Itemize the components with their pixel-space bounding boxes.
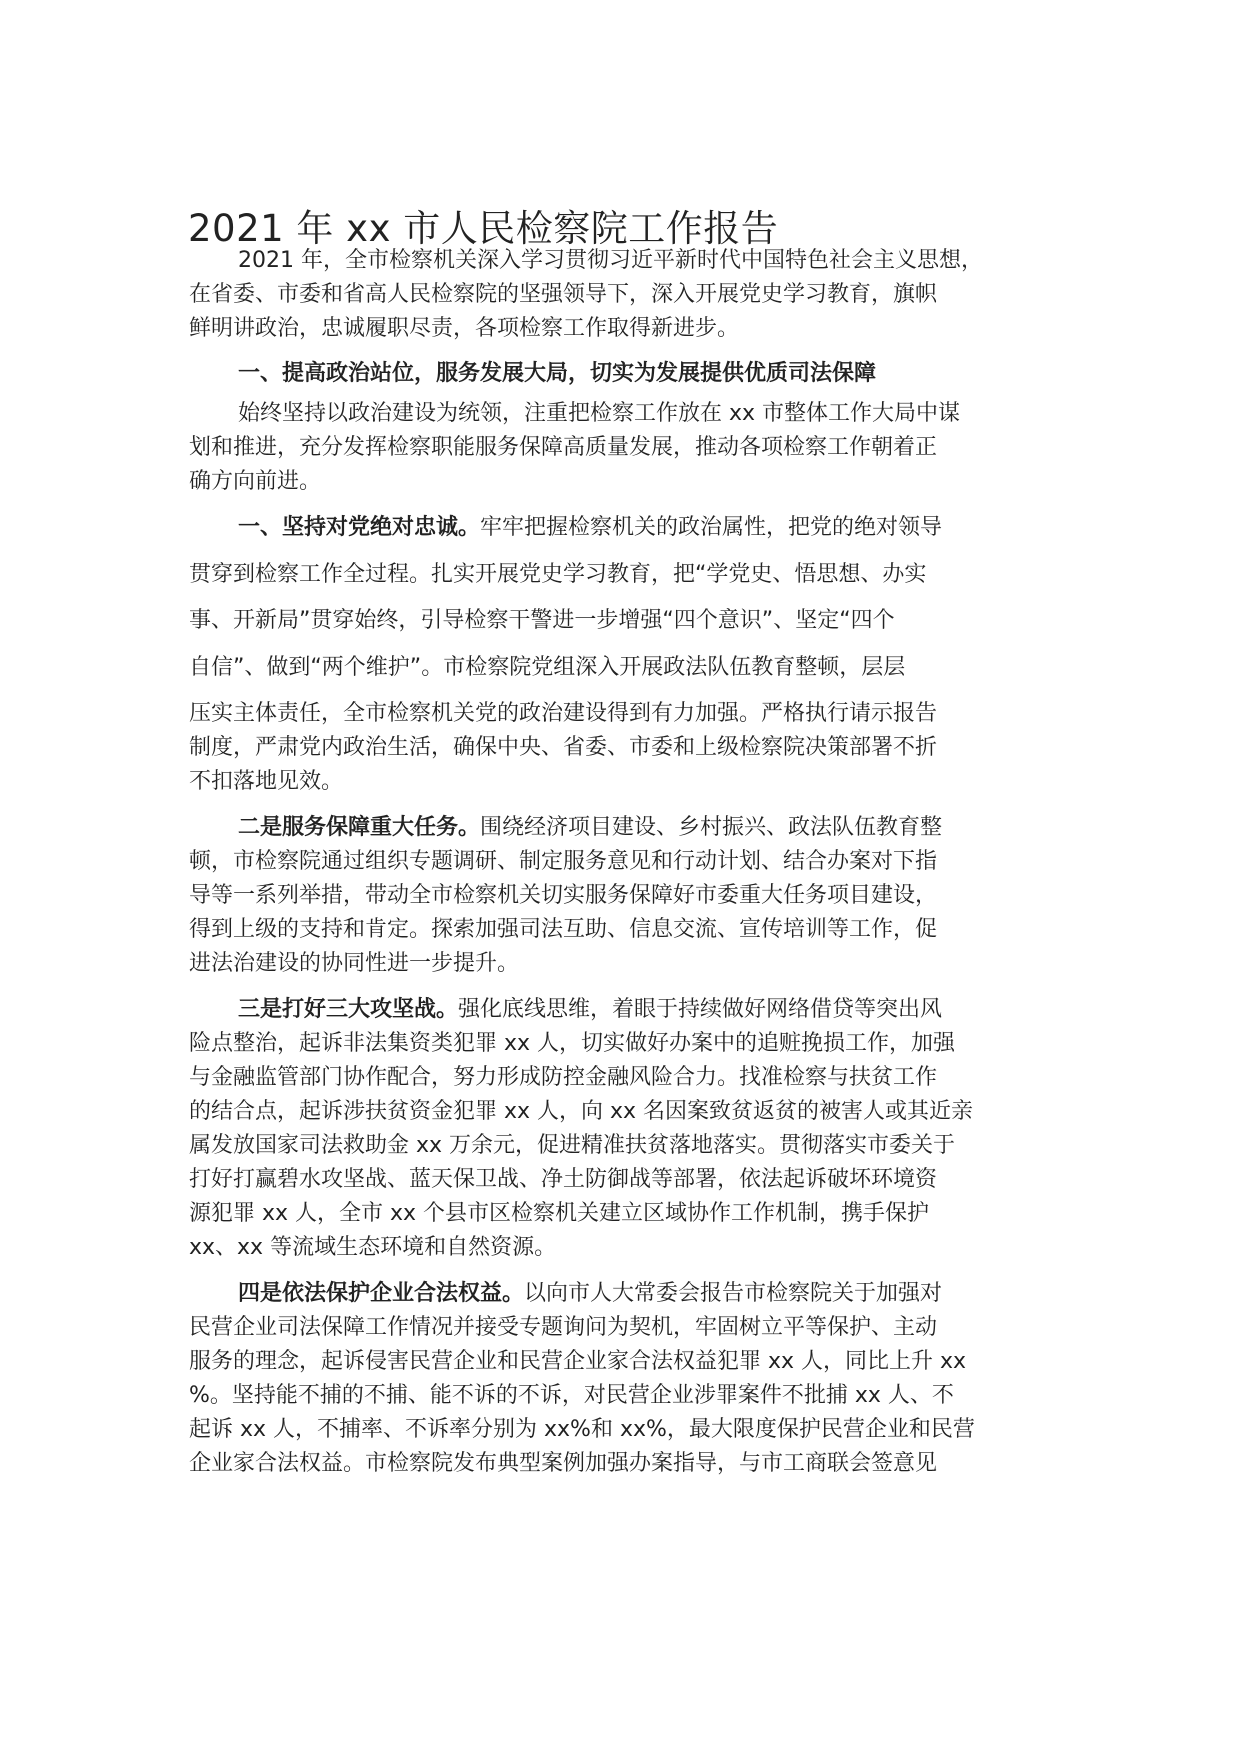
body-line bbox=[189, 430, 937, 466]
body-line bbox=[189, 557, 926, 593]
body-line bbox=[238, 810, 942, 846]
body-line bbox=[189, 1310, 937, 1346]
line-text: 打好打赢碧水攻坚战、蓝天保卫战、净土防御战等部署，依法起诉破坏环境资 bbox=[189, 1167, 938, 1192]
line-text: 属发放国家司法救助金 xx 万余元，促进精准扶贫落地落实。贯彻落实市委关于 bbox=[189, 1133, 956, 1158]
body-line bbox=[238, 356, 876, 392]
body-line bbox=[189, 946, 519, 982]
body-line bbox=[189, 603, 895, 639]
line-text: 2021 年，全市检察机关深入学习贯彻习近平新时代中国特色社会主义思想， bbox=[238, 248, 983, 273]
line-text: 得到上级的支持和肯定。探索加强司法互助、信息交流、宣传培训等工作，促 bbox=[189, 917, 938, 942]
body-line bbox=[189, 1026, 955, 1062]
line-text: 源犯罪 xx 人，全市 xx 个县市区检察机关建立区域协作工作机制，携手保护 bbox=[189, 1201, 930, 1226]
line-text: %。坚持能不捕的不捕、能不诉的不诉，对民营企业涉罪案件不批捕 xx 人、不 bbox=[189, 1383, 954, 1408]
line-text: 的结合点，起诉涉扶贫资金犯罪 xx 人，向 xx 名因案致贫返贫的被害人或其近亲 bbox=[189, 1099, 974, 1124]
line-text: 自信”、做到“两个维护”。市检察院党组深入开展政法队伍教育整顿，层层 bbox=[189, 655, 906, 680]
line-text: 事、开新局”贯穿始终，引导检察干警进一步增强“四个意识”、坚定“四个 bbox=[189, 608, 895, 633]
line-text: 一、提高政治站位，服务发展大局，切实为发展提供优质司法保障 bbox=[238, 361, 877, 386]
line-text: 贯穿到检察工作全过程。扎实开展党史学习教育，把“学党史、悟思想、办实 bbox=[189, 562, 927, 587]
body-line bbox=[189, 464, 321, 500]
body-line bbox=[189, 1094, 973, 1130]
body-line bbox=[189, 1162, 937, 1198]
line-text: 制度，严肃党内政治生活，确保中央、省委、市委和上级检察院决策部署不折 bbox=[189, 735, 938, 760]
line-text: 鲜明讲政治，忠诚履职尽责，各项检察工作取得新进步。 bbox=[189, 316, 740, 341]
body-line bbox=[189, 878, 937, 914]
body-line bbox=[189, 1060, 937, 1096]
line-text: xx、xx 等流域生态环境和自然资源。 bbox=[189, 1235, 557, 1260]
line-text: 顿，市检察院通过组织专题调研、制定服务意见和行动计划、结合办案对下指 bbox=[189, 849, 938, 874]
line-text: 不扣落地见效。 bbox=[189, 769, 344, 794]
line-text: 围绕经济项目建设、乡村振兴、政法队伍教育整 bbox=[480, 815, 943, 840]
body-line bbox=[189, 1196, 929, 1232]
body-line bbox=[189, 1230, 556, 1266]
line-text: 以向市人大常委会报告市检察院关于加强对 bbox=[524, 1281, 943, 1306]
line-text: 划和推进，充分发挥检察职能服务保障高质量发展，推动各项检察工作朝着正 bbox=[189, 435, 938, 460]
paragraph-lead: 四是依法保护企业合法权益。 bbox=[238, 1281, 525, 1306]
body-line bbox=[189, 311, 739, 347]
body-line bbox=[189, 1128, 955, 1164]
body-line bbox=[238, 1276, 942, 1312]
line-text: 与金融监管部门协作配合，努力形成防控金融风险合力。找准检察与扶贫工作 bbox=[189, 1065, 938, 1090]
body-line bbox=[189, 696, 937, 732]
body-line bbox=[189, 912, 937, 948]
body-line bbox=[238, 992, 942, 1028]
line-text: 强化底线思维，着眼于持续做好网络借贷等突出风 bbox=[458, 997, 943, 1022]
body-line bbox=[189, 277, 937, 313]
line-text: 始终坚持以政治建设为统领，注重把检察工作放在 xx 市整体工作大局中谋 bbox=[238, 401, 961, 426]
body-line bbox=[238, 510, 942, 546]
line-text: 服务的理念，起诉侵害民营企业和民营企业家合法权益犯罪 xx 人，同比上升 xx bbox=[189, 1349, 967, 1374]
line-text: 压实主体责任，全市检察机关党的政治建设得到有力加强。严格执行请示报告 bbox=[189, 701, 938, 726]
line-text: 确方向前进。 bbox=[189, 469, 322, 494]
line-text: 民营企业司法保障工作情况并接受专题询问为契机，牢固树立平等保护、主动 bbox=[189, 1315, 938, 1340]
paragraph-lead: 三是打好三大攻坚战。 bbox=[238, 997, 459, 1022]
line-text: 企业家合法权益。市检察院发布典型案例加强办案指导，与市工商联会签意见 bbox=[189, 1451, 938, 1476]
document-title: 2021 年 xx 市人民检察院工作报告 bbox=[188, 207, 779, 250]
body-line bbox=[189, 1412, 975, 1448]
line-text: 起诉 xx 人，不捕率、不诉率分别为 xx%和 xx%，最大限度保护民营企业和民营 bbox=[189, 1417, 975, 1442]
line-text: 险点整治，起诉非法集资类犯罪 xx 人，切实做好办案中的追赃挽损工作，加强 bbox=[189, 1031, 956, 1056]
body-line bbox=[238, 243, 983, 279]
body-line bbox=[189, 650, 905, 686]
body-line bbox=[238, 396, 960, 432]
body-line bbox=[189, 764, 343, 800]
body-line bbox=[189, 1344, 966, 1380]
body-line bbox=[189, 844, 937, 880]
line-text: 导等一系列举措，带动全市检察机关切实服务保障好市委重大任务项目建设， bbox=[189, 883, 938, 908]
body-line bbox=[189, 1446, 937, 1482]
body-line bbox=[189, 730, 937, 766]
paragraph-lead: 一、坚持对党绝对忠诚。 bbox=[238, 515, 481, 540]
line-text: 在省委、市委和省高人民检察院的坚强领导下，深入开展党史学习教育，旗帜 bbox=[189, 282, 938, 307]
line-text: 牢牢把握检察机关的政治属性，把党的绝对领导 bbox=[480, 515, 943, 540]
paragraph-lead: 二是服务保障重大任务。 bbox=[238, 815, 481, 840]
body-line bbox=[189, 1378, 954, 1414]
line-text: 进法治建设的协同性进一步提升。 bbox=[189, 951, 520, 976]
